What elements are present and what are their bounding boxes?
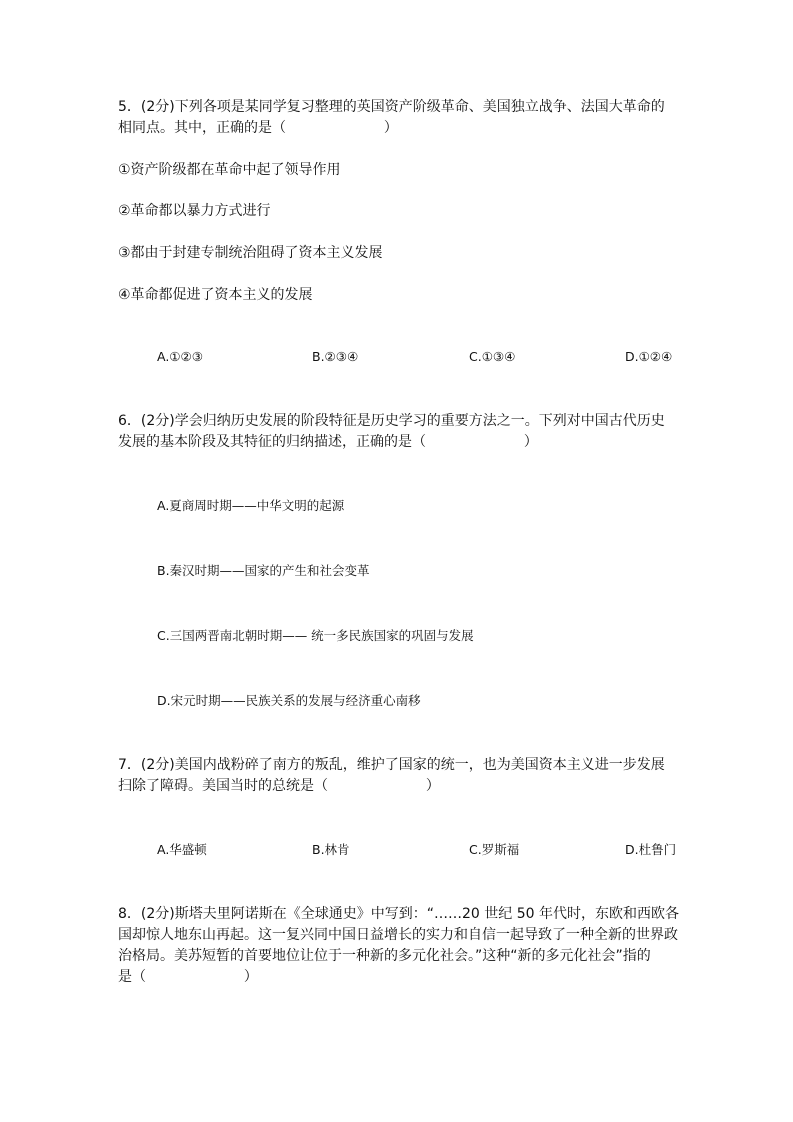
question-7-option-a[interactable]: A.华盛顿: [157, 842, 207, 857]
question-5-stem-line-1: 5．(2分)下列各项是某同学复习整理的英国资产阶级革命、美国独立战争、法国大革命的: [118, 99, 665, 115]
question-6-option-a[interactable]: A.夏商周时期——中华文明的起源: [157, 498, 345, 513]
question-7-option-d[interactable]: D.杜鲁门: [625, 842, 677, 857]
question-5-statement-1: ①资产阶级都在革命中起了领导作用: [118, 162, 341, 178]
question-5-option-a[interactable]: A.①②③: [157, 349, 203, 364]
question-6-option-b[interactable]: B.秦汉时期——国家的产生和社会变革: [157, 563, 370, 578]
question-5-option-c[interactable]: C.①③④: [469, 349, 516, 364]
question-8-stem-line-2: 国却惊人地东山再起。这一复兴同中国日益增长的实力和自信一起导致了一种全新的世界政: [118, 927, 678, 943]
question-6-stem-line-2: 发展的基本阶段及其特征的归纳描述，正确的是（ ）: [118, 434, 538, 450]
question-5-option-b[interactable]: B.②③④: [312, 349, 359, 364]
question-8-stem-line-1: 8．(2分)斯塔夫里阿诺斯在《全球通史》中写到：“……20 世纪 50 年代时，东欧和西欧各: [118, 906, 679, 922]
question-5-statement-4: ④革命都促进了资本主义的发展: [118, 287, 313, 303]
question-5-stem-line-2: 相同点。其中，正确的是（ ）: [118, 120, 398, 136]
question-6-option-c[interactable]: C.三国两晋南北朝时期—— 统一多民族国家的巩固与发展: [157, 628, 474, 643]
question-6-stem-line-1: 6．(2分)学会归纳历史发展的阶段特征是历史学习的重要方法之一。下列对中国古代历史: [118, 413, 665, 429]
question-7-option-b[interactable]: B.林肯: [312, 842, 350, 857]
question-5-statement-2: ②革命都以暴力方式进行: [118, 203, 271, 219]
question-7-stem-line-2: 扫除了障碍。美国当时的总统是（ ）: [118, 778, 440, 794]
question-7-stem-line-1: 7．(2分)美国内战粉碎了南方的叛乱，维护了国家的统一，也为美国资本主义进一步发展: [118, 757, 665, 773]
question-8-stem-line-3: 治格局。美苏短暂的首要地位让位于一种新的多元化社会。”这种“新的多元化社会”指的: [118, 948, 651, 964]
question-6-option-d[interactable]: D.宋元时期——民族关系的发展与经济重心南移: [157, 693, 421, 708]
question-5-option-d[interactable]: D.①②④: [625, 349, 673, 364]
question-5-statement-3: ③都由于封建专制统治阻碍了资本主义发展: [118, 245, 383, 261]
question-8-stem-line-4: 是（ ）: [118, 969, 258, 985]
question-7-option-c[interactable]: C.罗斯福: [469, 842, 520, 857]
